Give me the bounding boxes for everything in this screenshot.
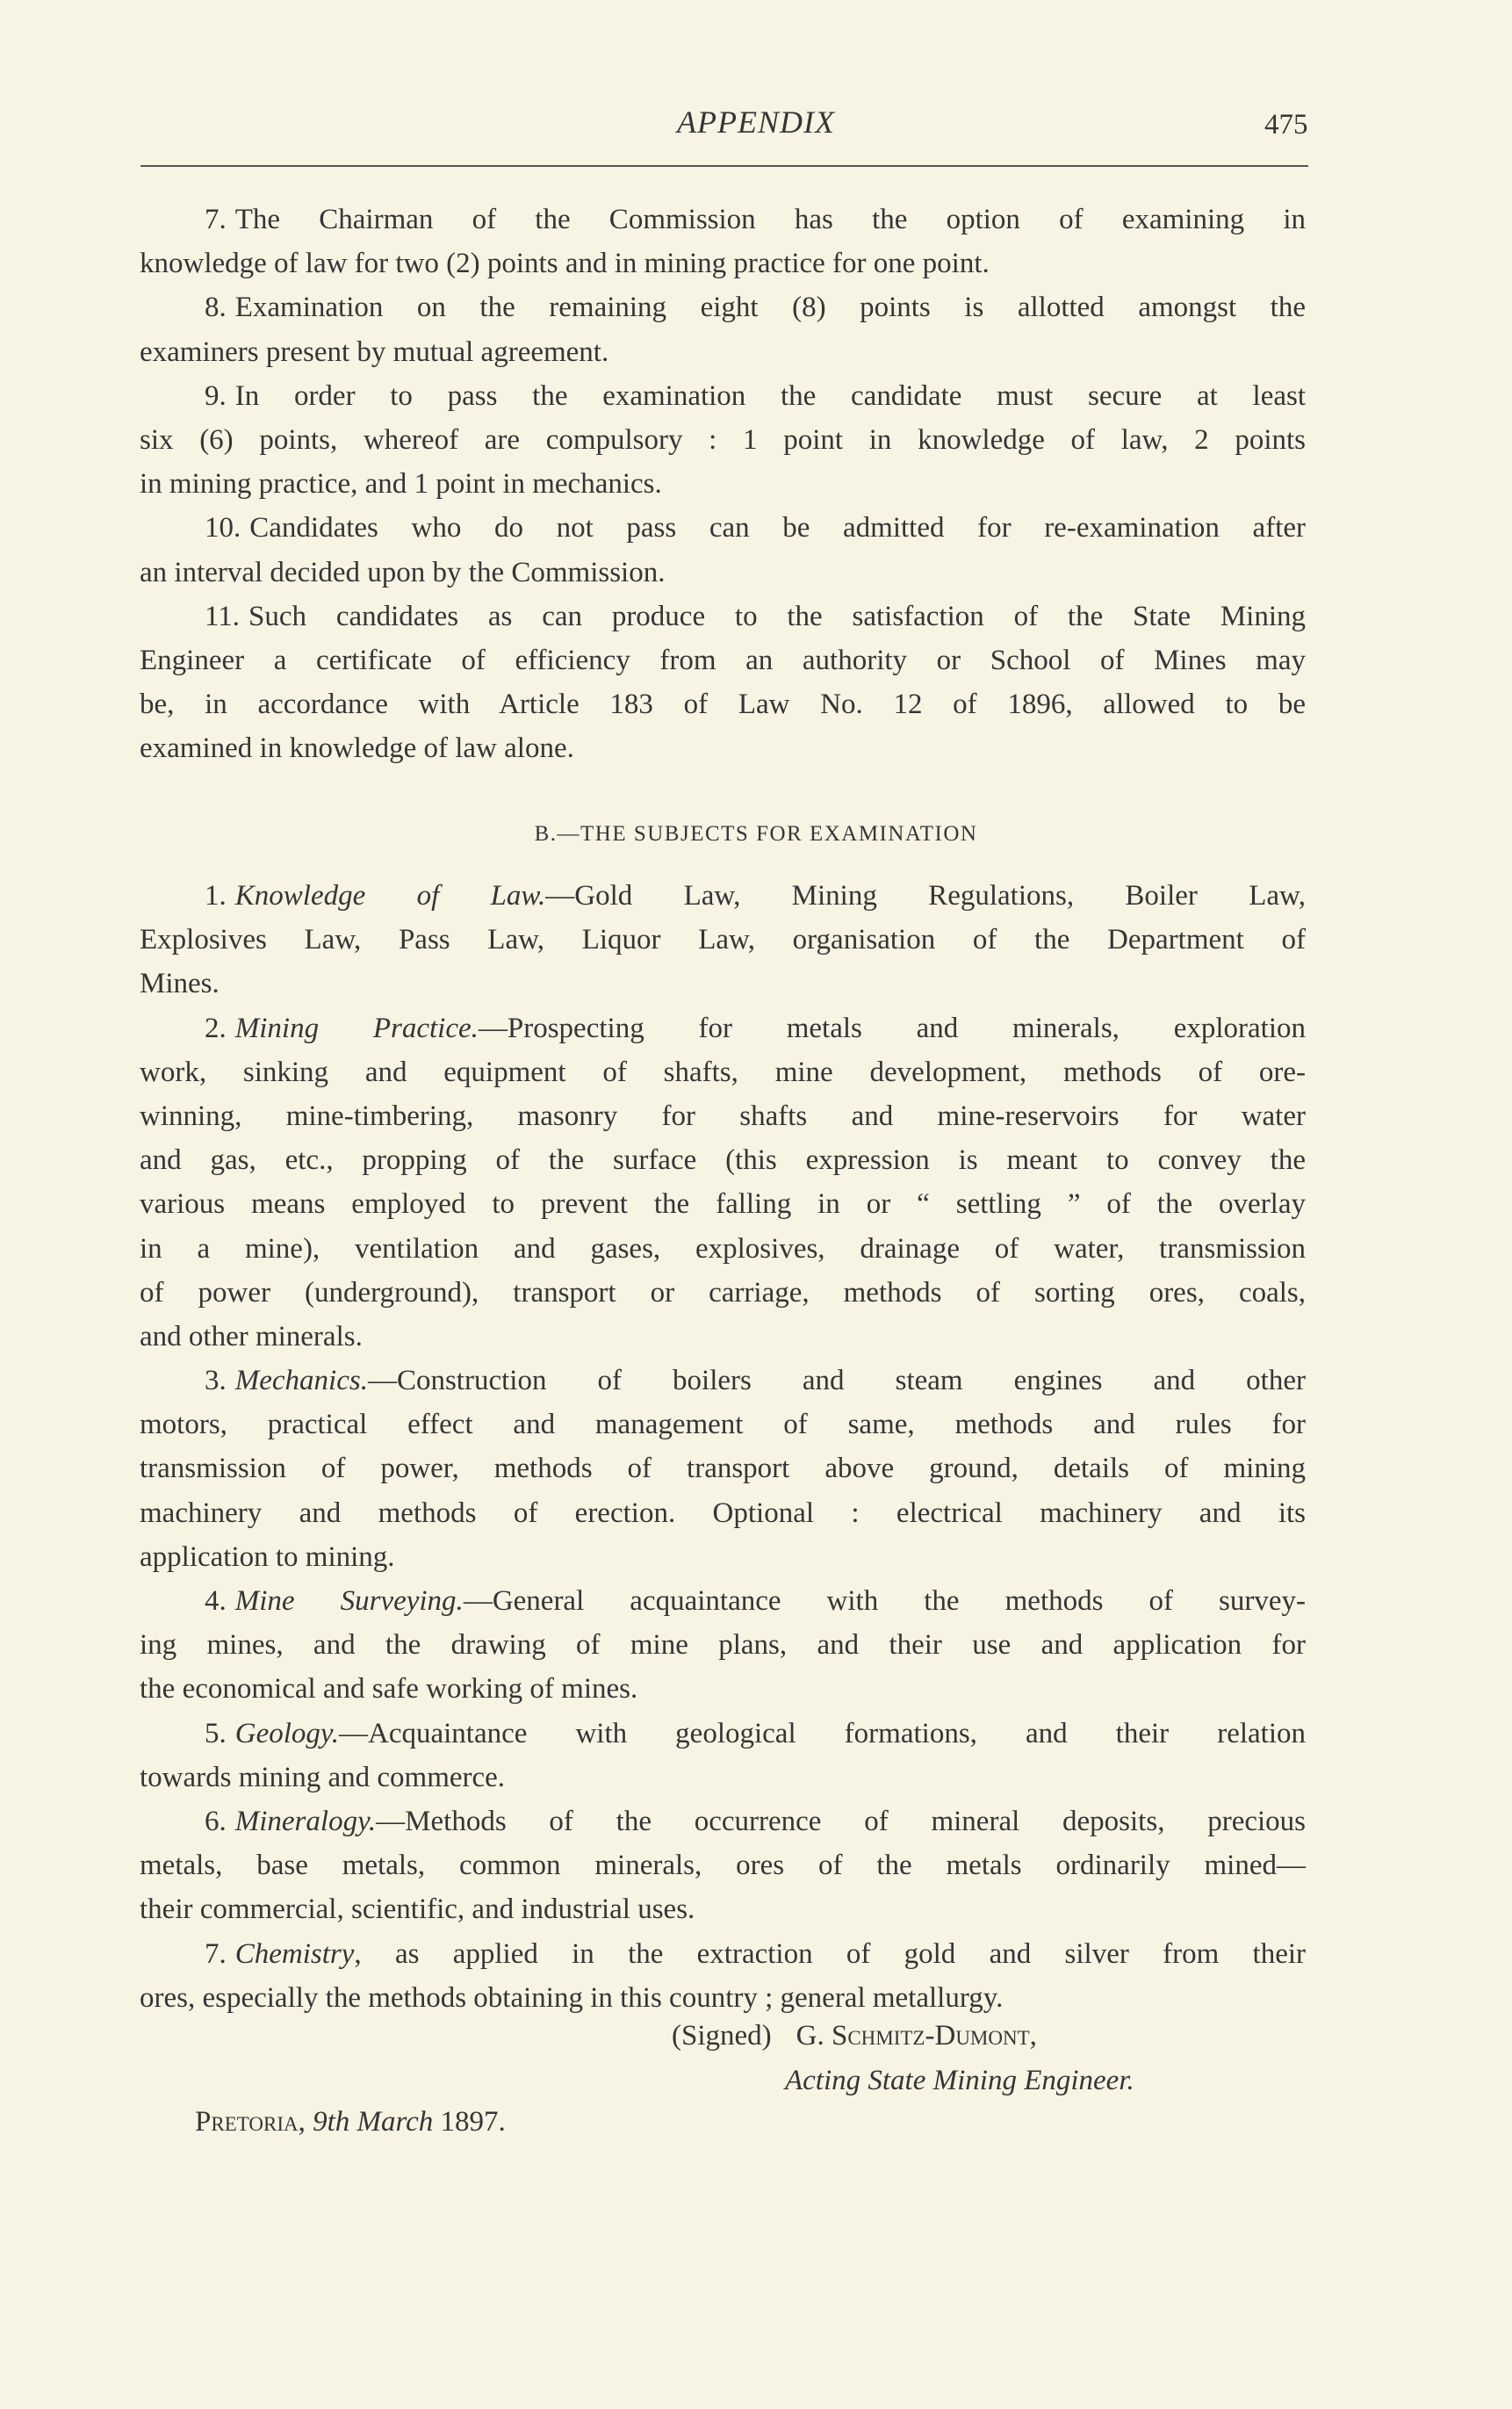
item-number: 10. xyxy=(205,512,241,545)
line-text: —Methods of the occurrence of mineral deposits, precious xyxy=(376,1805,1306,1837)
line-text: their commercial, scientific, and industrial uses. xyxy=(140,1893,695,1926)
text-line xyxy=(140,682,1306,726)
text-line xyxy=(140,1403,1306,1446)
paragraph xyxy=(140,506,1306,594)
line-text: —Gold Law, Mining Regulations, Boiler Law, xyxy=(545,880,1306,912)
text-line xyxy=(140,1491,1306,1535)
text-line xyxy=(140,285,1306,329)
item-title: Mineralogy. xyxy=(234,1805,377,1837)
item-number: 3. xyxy=(205,1365,227,1397)
text-line xyxy=(140,506,1306,550)
line-text: application to mining. xyxy=(140,1540,395,1573)
text-line xyxy=(140,198,1306,242)
line-text: motors, practical effect and management of same, methods and rules for xyxy=(140,1409,1306,1441)
text-line xyxy=(140,1976,1306,2020)
line-text: towards mining and commerce. xyxy=(140,1761,506,1793)
paragraph xyxy=(140,198,1306,285)
paragraph xyxy=(140,374,1306,507)
line-text: of power (underground), transport or carriage, methods of sorting ores, coals, xyxy=(140,1276,1306,1309)
paragraph xyxy=(140,595,1306,771)
text-line xyxy=(140,242,1306,285)
text-line xyxy=(140,874,1306,918)
header-rule xyxy=(140,165,1308,167)
line-text: Examination on the remaining eight (8) points is allotted amongst the xyxy=(234,292,1306,324)
text-line xyxy=(140,374,1306,418)
dateline xyxy=(195,2106,506,2139)
line-text: the economical and safe working of mines. xyxy=(140,1673,638,1706)
text-line xyxy=(140,1050,1306,1094)
text-line xyxy=(140,1182,1306,1226)
text-line xyxy=(140,1800,1306,1843)
text-line xyxy=(140,962,1306,1006)
line-text: metals, base metals, common minerals, ores of the metals ordinarily mined— xyxy=(140,1850,1306,1882)
date: 9th March xyxy=(313,2106,434,2138)
page-number: 475 xyxy=(1264,109,1308,141)
item-number: 6. xyxy=(205,1805,227,1837)
text-line xyxy=(140,638,1306,682)
signatory-title: Acting State Mining Engineer. xyxy=(785,2065,1134,2096)
text-line xyxy=(140,1887,1306,1931)
item-title: Mining Practice. xyxy=(234,1012,479,1044)
item-title: Mechanics. xyxy=(234,1365,368,1397)
text-line xyxy=(140,1006,1306,1050)
section-b-items xyxy=(140,874,1306,2020)
text-line xyxy=(140,726,1306,770)
text-line xyxy=(140,1359,1306,1403)
line-text: Mines. xyxy=(140,968,220,1000)
running-head: APPENDIX xyxy=(677,105,835,140)
signed-label: (Signed) xyxy=(672,2020,772,2052)
line-text: six (6) points, whereof are compulsory : 1 point in knowledge of law, 2 points xyxy=(140,423,1306,456)
line-text: —Construction of boilers and steam engines and other xyxy=(367,1365,1306,1397)
item-title: Mine Surveying. xyxy=(234,1585,464,1617)
subject-item xyxy=(140,874,1306,1006)
line-text: —Acquaintance with geological formations, and their relation xyxy=(338,1717,1306,1749)
item-title: Knowledge of Law. xyxy=(234,880,546,912)
line-text: ing mines, and the drawing of mine plans, and their use and application for xyxy=(140,1629,1306,1662)
text-line xyxy=(140,330,1306,374)
section-a-paragraphs xyxy=(140,198,1306,770)
text-line xyxy=(140,595,1306,638)
item-number: 7. xyxy=(205,204,227,235)
signatory-name: G. Schmitz-Dumont, xyxy=(796,2020,1037,2052)
paragraph xyxy=(140,285,1306,373)
text-line xyxy=(140,1712,1306,1756)
text-line xyxy=(140,462,1306,506)
line-text: examiners present by mutual agreement. xyxy=(140,335,609,368)
line-text: in a mine), ventilation and gases, explosives, drainage of water, transmission xyxy=(140,1232,1306,1265)
line-text: transmission of power, methods of transport above ground, details of mining xyxy=(140,1453,1306,1485)
signature-line xyxy=(672,2020,1037,2052)
line-text: be, in accordance with Article 183 of Law No. 12 of 1896, allowed to be xyxy=(140,689,1306,721)
line-text: an interval decided upon by the Commission. xyxy=(140,556,666,588)
text-line xyxy=(140,1227,1306,1271)
text-line xyxy=(140,551,1306,595)
item-number: 8. xyxy=(205,292,227,324)
subject-item xyxy=(140,1359,1306,1579)
line-text: winning, mine-timbering, masonry for shafts and mine-reservoirs for water xyxy=(140,1100,1306,1132)
subject-item xyxy=(140,1579,1306,1712)
item-number: 9. xyxy=(205,379,227,412)
text-line xyxy=(140,1446,1306,1490)
line-text: and other minerals. xyxy=(140,1320,363,1352)
line-text: —General acquaintance with the methods of survey- xyxy=(463,1585,1306,1617)
text-line xyxy=(140,1271,1306,1315)
line-text: Engineer a certificate of efficiency from an authority or School of Mines may xyxy=(140,644,1306,676)
line-text: Explosives Law, Pass Law, Liquor Law, organisation of the Department of xyxy=(140,924,1306,956)
item-title: Chemistry xyxy=(234,1937,355,1970)
line-text: work, sinking and equipment of shafts, mine development, methods of ore- xyxy=(140,1056,1306,1088)
line-text: machinery and methods of erection. Optional : electrical machinery and its xyxy=(140,1497,1306,1529)
item-number: 1. xyxy=(205,880,227,912)
subject-item xyxy=(140,1932,1306,2020)
text-line xyxy=(140,1667,1306,1711)
year: 1897. xyxy=(440,2106,506,2138)
line-text: , as applied in the extraction of gold and silver from their xyxy=(354,1937,1306,1970)
line-text: In order to pass the examination the candidate must secure at least xyxy=(234,379,1306,412)
text-line xyxy=(140,1094,1306,1138)
line-text: —Prospecting for metals and minerals, exploration xyxy=(478,1012,1306,1044)
line-text: Such candidates as can produce to the satisfaction of the State Mining xyxy=(248,600,1306,632)
section-heading: B.—THE SUBJECTS FOR EXAMINATION xyxy=(534,822,978,846)
subject-item xyxy=(140,1006,1306,1360)
text-line xyxy=(140,918,1306,962)
text-line xyxy=(140,1315,1306,1359)
line-text: knowledge of law for two (2) points and in mining practice for one point. xyxy=(140,248,990,280)
text-line xyxy=(140,1843,1306,1887)
place: Pretoria, xyxy=(195,2106,306,2138)
line-text: The Chairman of the Commission has the option of examining in xyxy=(234,204,1306,235)
text-line xyxy=(140,1138,1306,1182)
text-line xyxy=(140,1756,1306,1800)
text-line xyxy=(140,418,1306,462)
item-number: 5. xyxy=(205,1717,227,1749)
item-number: 2. xyxy=(205,1012,227,1044)
line-text: examined in knowledge of law alone. xyxy=(140,732,574,765)
item-number: 11. xyxy=(205,600,241,632)
text-line xyxy=(140,1535,1306,1579)
subject-item xyxy=(140,1800,1306,1932)
item-title: Geology. xyxy=(234,1717,339,1749)
line-text: Candidates who do not pass can be admitted for re-examination after xyxy=(249,512,1306,545)
text-line xyxy=(140,1623,1306,1667)
text-line xyxy=(140,1579,1306,1623)
line-text: various means employed to prevent the falling in or “ settling ” of the overlay xyxy=(140,1188,1306,1221)
subject-item xyxy=(140,1712,1306,1800)
line-text: in mining practice, and 1 point in mechanics. xyxy=(140,468,662,501)
line-text: and gas, etc., propping of the surface (this expression is meant to convey the xyxy=(140,1144,1306,1177)
item-number: 4. xyxy=(205,1585,227,1617)
line-text: ores, especially the methods obtaining in this country ; general metallurgy. xyxy=(140,1981,1004,2014)
item-number: 7. xyxy=(205,1937,227,1970)
text-line xyxy=(140,1932,1306,1976)
